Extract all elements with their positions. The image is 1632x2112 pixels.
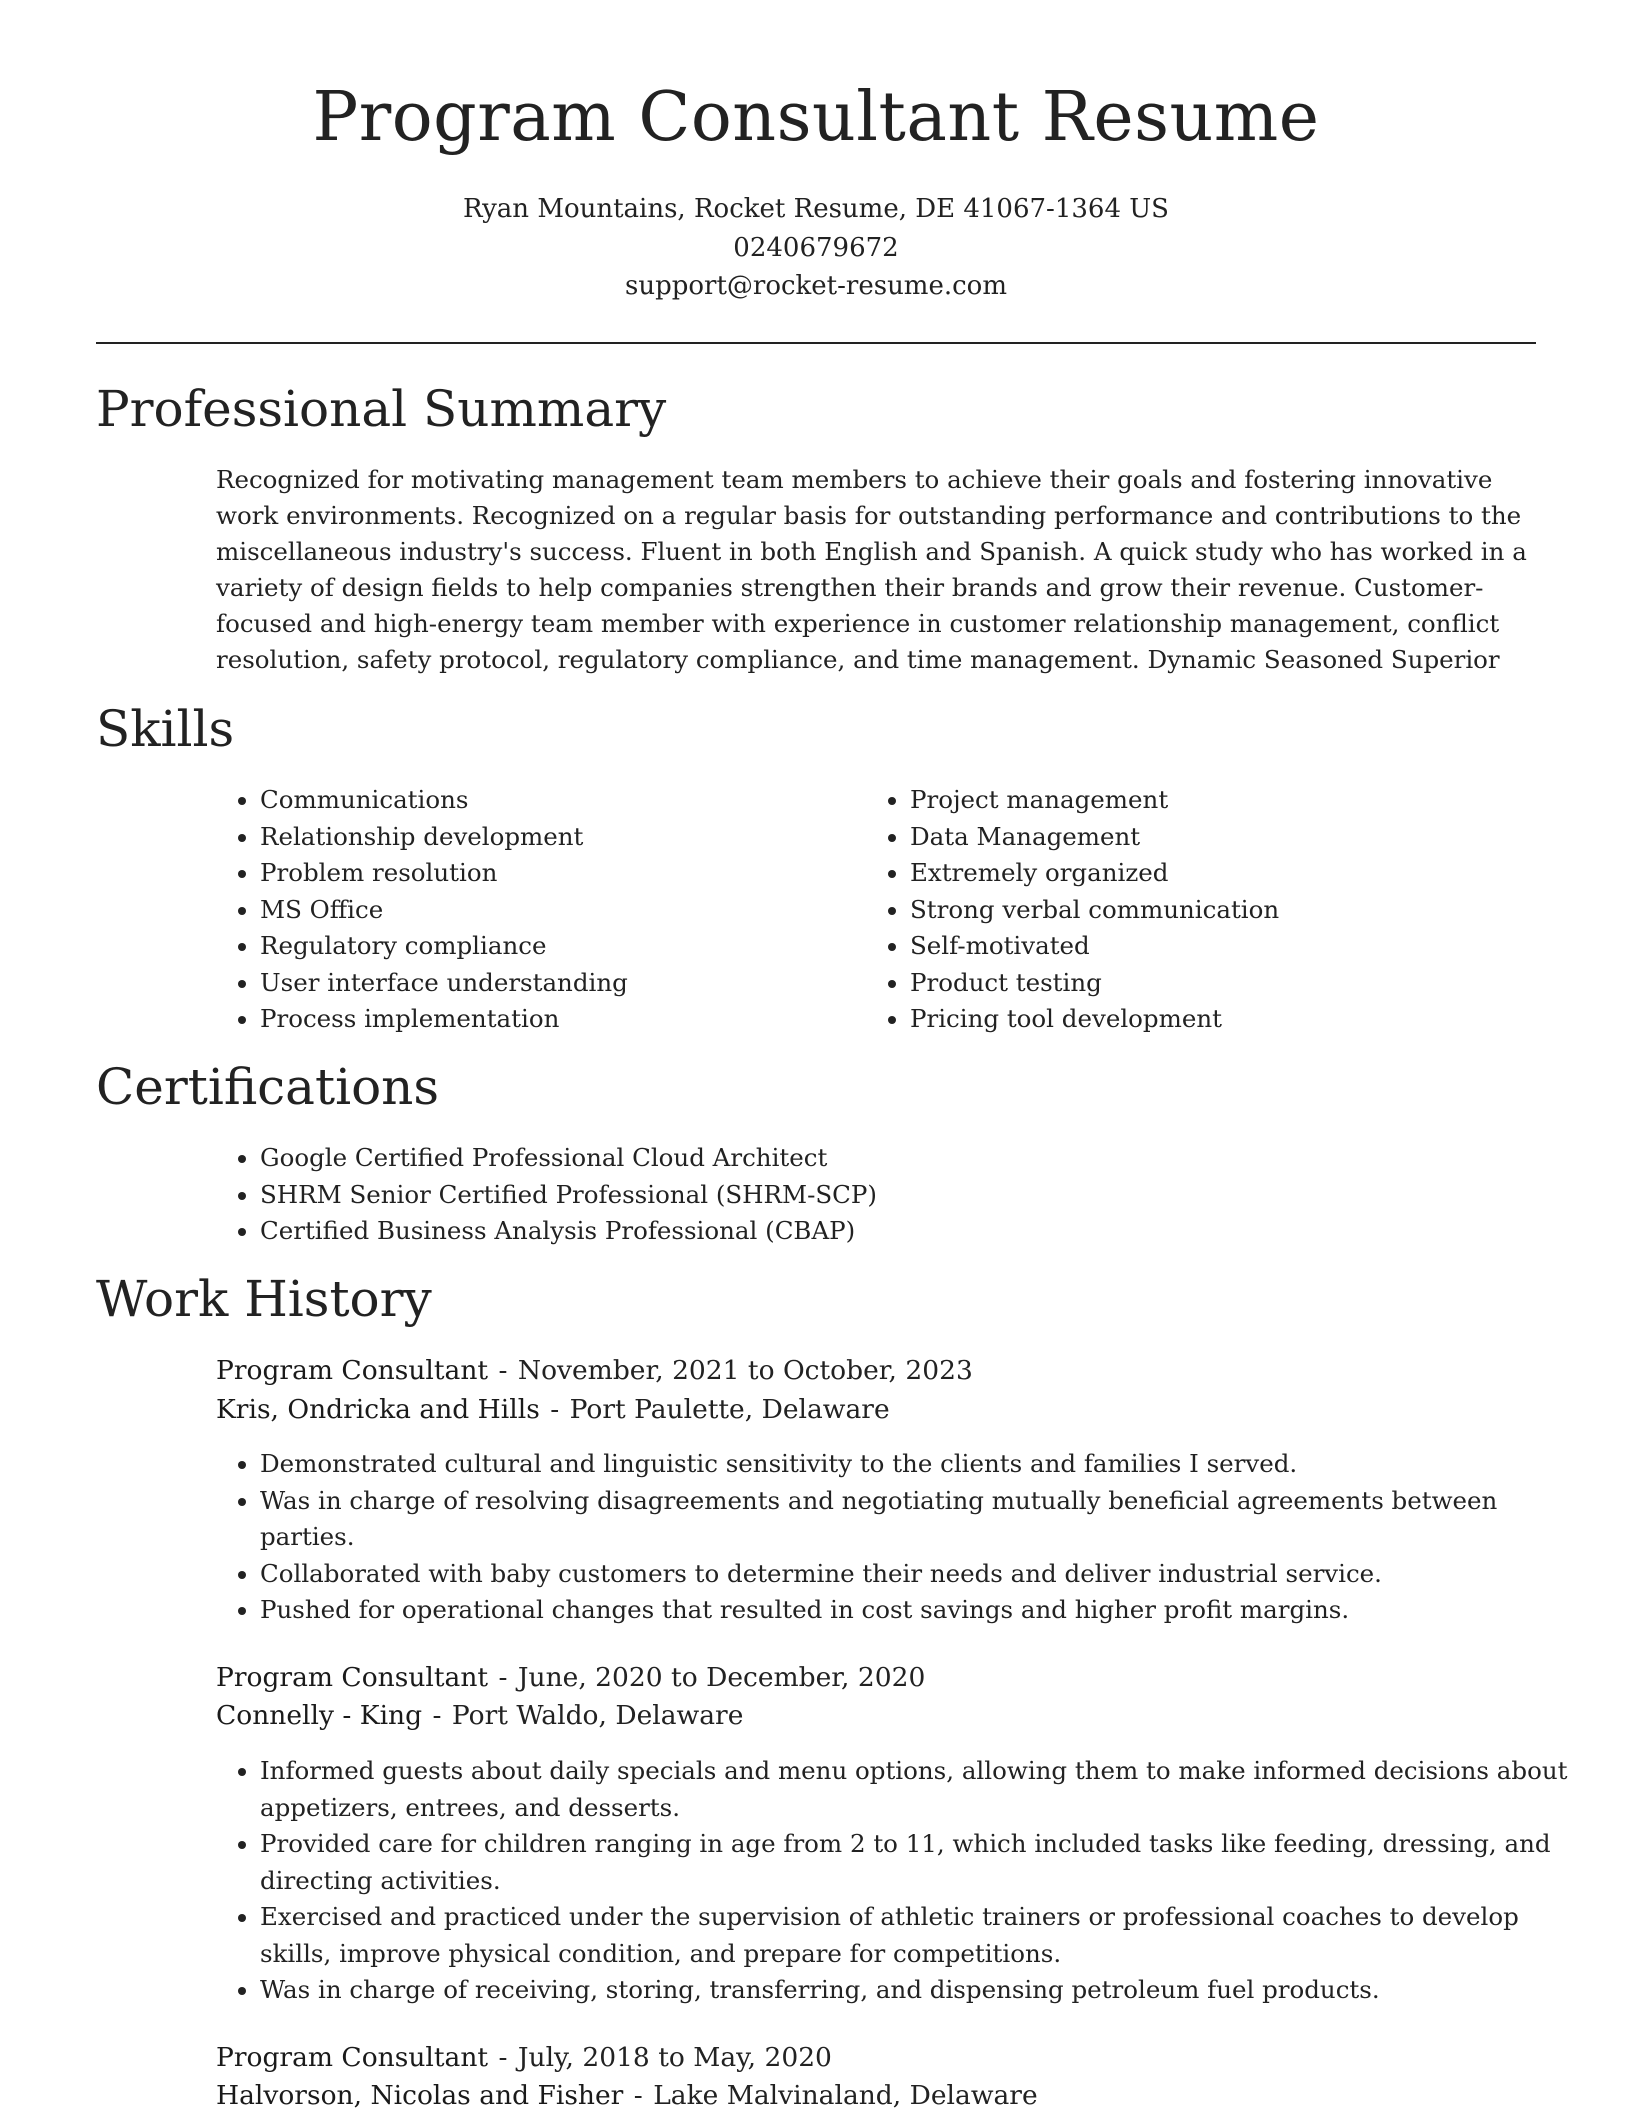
job-company: Halvorson, Nicolas and Fisher [216,2080,624,2111]
skill-item: • Strong verbal communication [910,892,1560,929]
job-bullets [216,1753,1580,2009]
skill-item: • Pricing tool development [910,1001,1560,1038]
job-separator: - [498,2042,508,2073]
certifications-list [216,1140,1560,1250]
job-bullets [216,1446,1580,1629]
job-company: Connelly - King [216,1700,423,1731]
job-bullet: • Provided care for children ranging in age from 2 to 11, which included tasks like feeding, dressing, and directing activities. [260,1826,1580,1899]
job-bullet: • Pushed for operational changes that resulted in cost savings and higher profit margins. [260,1592,1580,1629]
skill-item: • Product testing [910,965,1560,1002]
skills-heading: Skills [96,700,235,758]
job-title-line [216,1662,925,1693]
job-separator: - [498,1662,508,1693]
job-location: Port Paulette, Delaware [569,1394,890,1425]
contact-phone: 0240679672 [733,233,899,263]
contact-email: support@rocket-resume.com [624,271,1007,301]
work-history-heading: Work History [96,1270,432,1328]
job-company-line [216,2080,1038,2111]
job-bullet: • Demonstrated cultural and linguistic sensitivity to the clients and families I served. [260,1446,1580,1483]
job-title-line [216,1355,973,1386]
skill-item: • Communications [260,782,880,819]
skill-item: • Project management [910,782,1560,819]
certification-item: • Certified Business Analysis Professional (CBAP) [260,1213,1560,1250]
job-dates: July, 2018 to May, 2020 [517,2042,832,2073]
job-bullet: • Informed guests about daily specials and menu options, allowing them to make informed decisions about appetizers, entrees, and desserts. [260,1753,1580,1826]
skill-item: • Data Management [910,819,1560,856]
certification-item: • SHRM Senior Certified Professional (SHRM-SCP) [260,1177,1560,1214]
job-separator: - [498,1355,508,1386]
job-bullet: • Was in charge of receiving, storing, transferring, and dispensing petroleum fuel products. [260,1972,1580,2009]
job-dates: November, 2021 to October, 2023 [517,1355,973,1386]
skill-item: • Process implementation [260,1001,880,1038]
job-separator: - [633,2080,643,2111]
skill-item: • MS Office [260,892,880,929]
summary-text: Recognized for motivating management team members to achieve their goals and fostering innovative work environments. Recognized on a regular basis for outstanding performance and contributions to the miscellaneous industry's success. Fluent in both English and Spanish. A quick study who has worked in a variety of design fields to help companies strengthen their brands and grow their revenue. Customer-focused and high-energy team member with experience in customer relationship management, conflict resolution, safety protocol, regulatory compliance, and time management. Dynamic Seasoned Superior [216,465,1527,674]
certification-item: • Google Certified Professional Cloud Architect [260,1140,1560,1177]
job-company: Kris, Ondricka and Hills [216,1394,540,1425]
summary-heading: Professional Summary [96,380,667,438]
skill-item: • Extremely organized [910,855,1560,892]
job-title: Program Consultant [216,1662,489,1693]
job-title: Program Consultant [216,2042,489,2073]
skills-list-right [866,782,1560,1038]
skills-list-left [216,782,880,1038]
job-dates: June, 2020 to December, 2020 [517,1662,926,1693]
job-title: Program Consultant [216,1355,489,1386]
job-company-line [216,1700,743,1731]
header-divider [96,342,1536,344]
skill-item: • Regulatory compliance [260,928,880,965]
job-location: Lake Malvinaland, Delaware [653,2080,1038,2111]
skill-item: • User interface understanding [260,965,880,1002]
certifications-heading: Certifications [96,1058,440,1116]
job-company-line [216,1394,890,1425]
skill-item: • Self-motivated [910,928,1560,965]
job-location: Port Waldo, Delaware [451,1700,744,1731]
job-title-line [216,2042,832,2073]
contact-address: Ryan Mountains, Rocket Resume, DE 41067-1364 US [463,194,1169,224]
resume-title: Program Consultant Resume [312,78,1320,157]
job-bullet: • Exercised and practiced under the supervision of athletic trainers or professional coaches to develop skills, improve physical condition, and prepare for competitions. [260,1899,1580,1972]
job-bullet: • Collaborated with baby customers to determine their needs and deliver industrial service. [260,1556,1580,1593]
job-separator: - [550,1394,560,1425]
skill-item: • Problem resolution [260,855,880,892]
skill-item: • Relationship development [260,819,880,856]
job-bullet: • Was in charge of resolving disagreements and negotiating mutually beneficial agreements between parties. [260,1483,1580,1556]
job-separator: - [432,1700,442,1731]
